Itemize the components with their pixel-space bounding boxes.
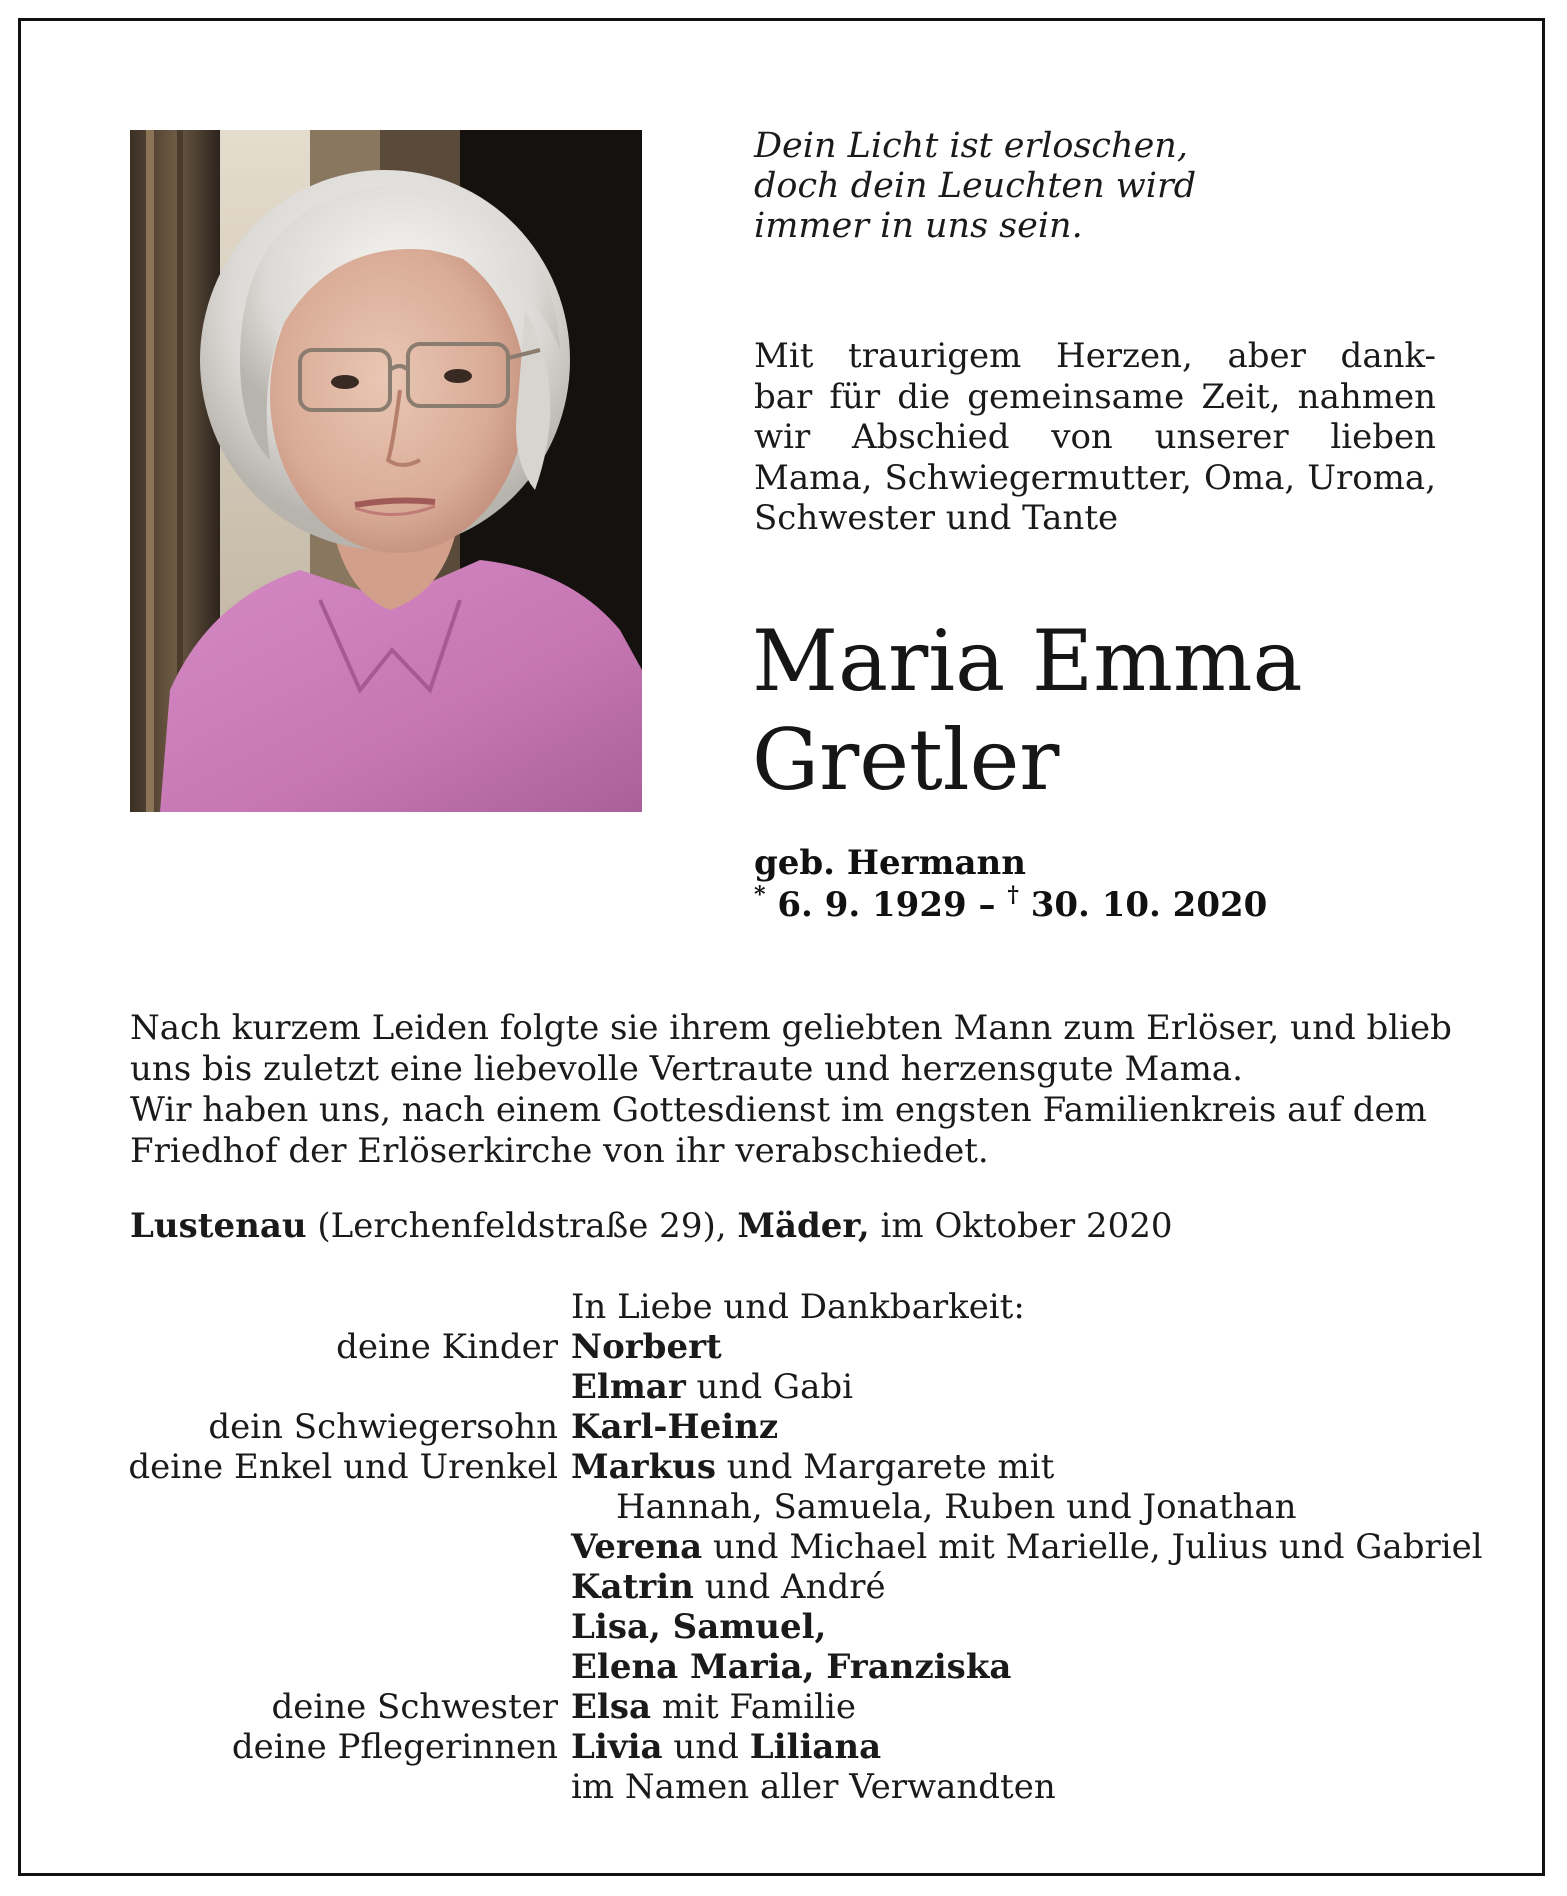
quote-line: Dein Licht ist erloschen, — [754, 126, 1188, 166]
body-paragraph — [130, 1008, 1452, 1172]
portrait-photo — [130, 130, 642, 812]
family-members — [571, 1607, 826, 1647]
quote-line: immer in uns sein. — [754, 206, 1083, 246]
family-relation: deine Kinder — [336, 1327, 558, 1367]
family-member-detail: und André — [693, 1567, 886, 1607]
date-range — [754, 884, 1267, 926]
deceased-name — [752, 612, 1303, 810]
family-row — [130, 1607, 1510, 1647]
family-relation: dein Schwiegersohn — [208, 1407, 558, 1447]
intro-line: Mit traurigem Herzen, aber dank- — [754, 336, 1436, 376]
birth-date: 6. 9. 1929 — [777, 885, 967, 925]
family-member-name: Livia — [571, 1727, 663, 1767]
death-symbol: † — [1007, 882, 1019, 908]
family-member-name: Karl-Heinz — [571, 1407, 779, 1447]
family-member-detail: und Gabi — [685, 1367, 853, 1407]
family-row — [130, 1407, 1510, 1447]
family-member-detail: und Michael mit Marielle, Julius und Gabriel — [702, 1527, 1483, 1567]
family-member-detail: im Namen aller Verwandten — [571, 1767, 1056, 1807]
intro-line: Mama, Schwiegermutter, Oma, Uroma, — [754, 457, 1436, 498]
deceased-first-names: Maria Emma — [752, 612, 1303, 710]
place-town-1: Lustenau — [130, 1206, 307, 1246]
family-members — [571, 1647, 1011, 1687]
intro-line: Schwester und Tante — [754, 498, 1119, 538]
family-heading-row — [130, 1287, 1510, 1327]
intro-line: wir Abschied von unserer lieben — [754, 417, 1436, 457]
family-members — [616, 1487, 1297, 1527]
family-relation: deine Pflegerinnen — [231, 1727, 558, 1767]
place-address: (Lerchenfeldstraße 29), — [317, 1206, 727, 1246]
family-members — [571, 1727, 881, 1767]
body-line: Nach kurzem Leiden folgte sie ihrem geliebten Mann zum Erlöser, und blieb — [130, 1008, 1452, 1048]
family-members — [571, 1447, 1054, 1487]
family-member-name: Elsa — [571, 1687, 652, 1727]
death-date: 30. 10. 2020 — [1030, 885, 1268, 925]
family-members — [571, 1527, 1483, 1567]
family-member-name: Markus — [571, 1447, 716, 1487]
family-members — [571, 1367, 853, 1407]
family-row — [130, 1327, 1510, 1367]
family-members — [571, 1567, 886, 1607]
body-line: uns bis zuletzt eine liebevolle Vertraute und herzensgute Mama. — [130, 1049, 1243, 1089]
family-row — [130, 1527, 1510, 1567]
family-member-name: Norbert — [571, 1327, 722, 1367]
family-heading: In Liebe und Dankbarkeit: — [571, 1287, 1025, 1327]
family-member-detail: und Margarete mit — [716, 1447, 1055, 1487]
family-row — [130, 1447, 1510, 1487]
family-rows — [130, 1327, 1510, 1807]
place-date: im Oktober 2020 — [880, 1206, 1173, 1246]
place-town-2: Mäder, — [737, 1206, 870, 1246]
deceased-surname: Gretler — [752, 711, 1060, 809]
family-row — [130, 1647, 1510, 1687]
family-member-name: Elena Maria, Franziska — [571, 1647, 1012, 1687]
body-line: Wir haben uns, nach einem Gottesdienst im engsten Familienkreis auf dem — [130, 1090, 1427, 1130]
family-member-detail: Hannah, Samuela, Ruben und Jonathan — [616, 1487, 1297, 1527]
memorial-quote — [754, 126, 1274, 246]
place-and-date — [130, 1206, 1173, 1247]
family-row — [130, 1567, 1510, 1607]
family-row — [130, 1767, 1510, 1807]
life-dates — [754, 842, 1267, 926]
family-relation: deine Schwester — [271, 1687, 558, 1727]
family-row — [130, 1687, 1510, 1727]
family-members — [571, 1767, 1056, 1807]
family-list — [130, 1287, 1510, 1807]
body-line: Friedhof der Erlöserkirche von ihr verabschiedet. — [130, 1131, 989, 1171]
maiden-name: geb. Hermann — [754, 843, 1026, 883]
family-member-name: Elmar — [571, 1367, 686, 1407]
family-members — [571, 1407, 778, 1447]
family-row — [130, 1727, 1510, 1767]
intro-line: bar für die gemeinsame Zeit, nahmen — [754, 376, 1436, 417]
family-members — [571, 1687, 856, 1727]
birth-symbol: * — [754, 882, 766, 908]
date-dash: – — [978, 885, 996, 925]
family-member-name: Verena — [571, 1527, 703, 1567]
family-member-detail: und — [662, 1727, 750, 1767]
family-member-name: Lisa, Samuel, — [571, 1607, 827, 1647]
family-member-name: Liliana — [749, 1727, 882, 1767]
quote-line: doch dein Leuchten wird — [754, 166, 1197, 206]
family-relation: deine Enkel und Urenkel — [128, 1447, 558, 1487]
family-member-name: Katrin — [571, 1567, 694, 1607]
family-row — [130, 1487, 1510, 1527]
family-member-detail: mit Familie — [651, 1687, 856, 1727]
family-members — [571, 1327, 722, 1367]
intro-paragraph — [754, 336, 1436, 539]
family-row — [130, 1367, 1510, 1407]
